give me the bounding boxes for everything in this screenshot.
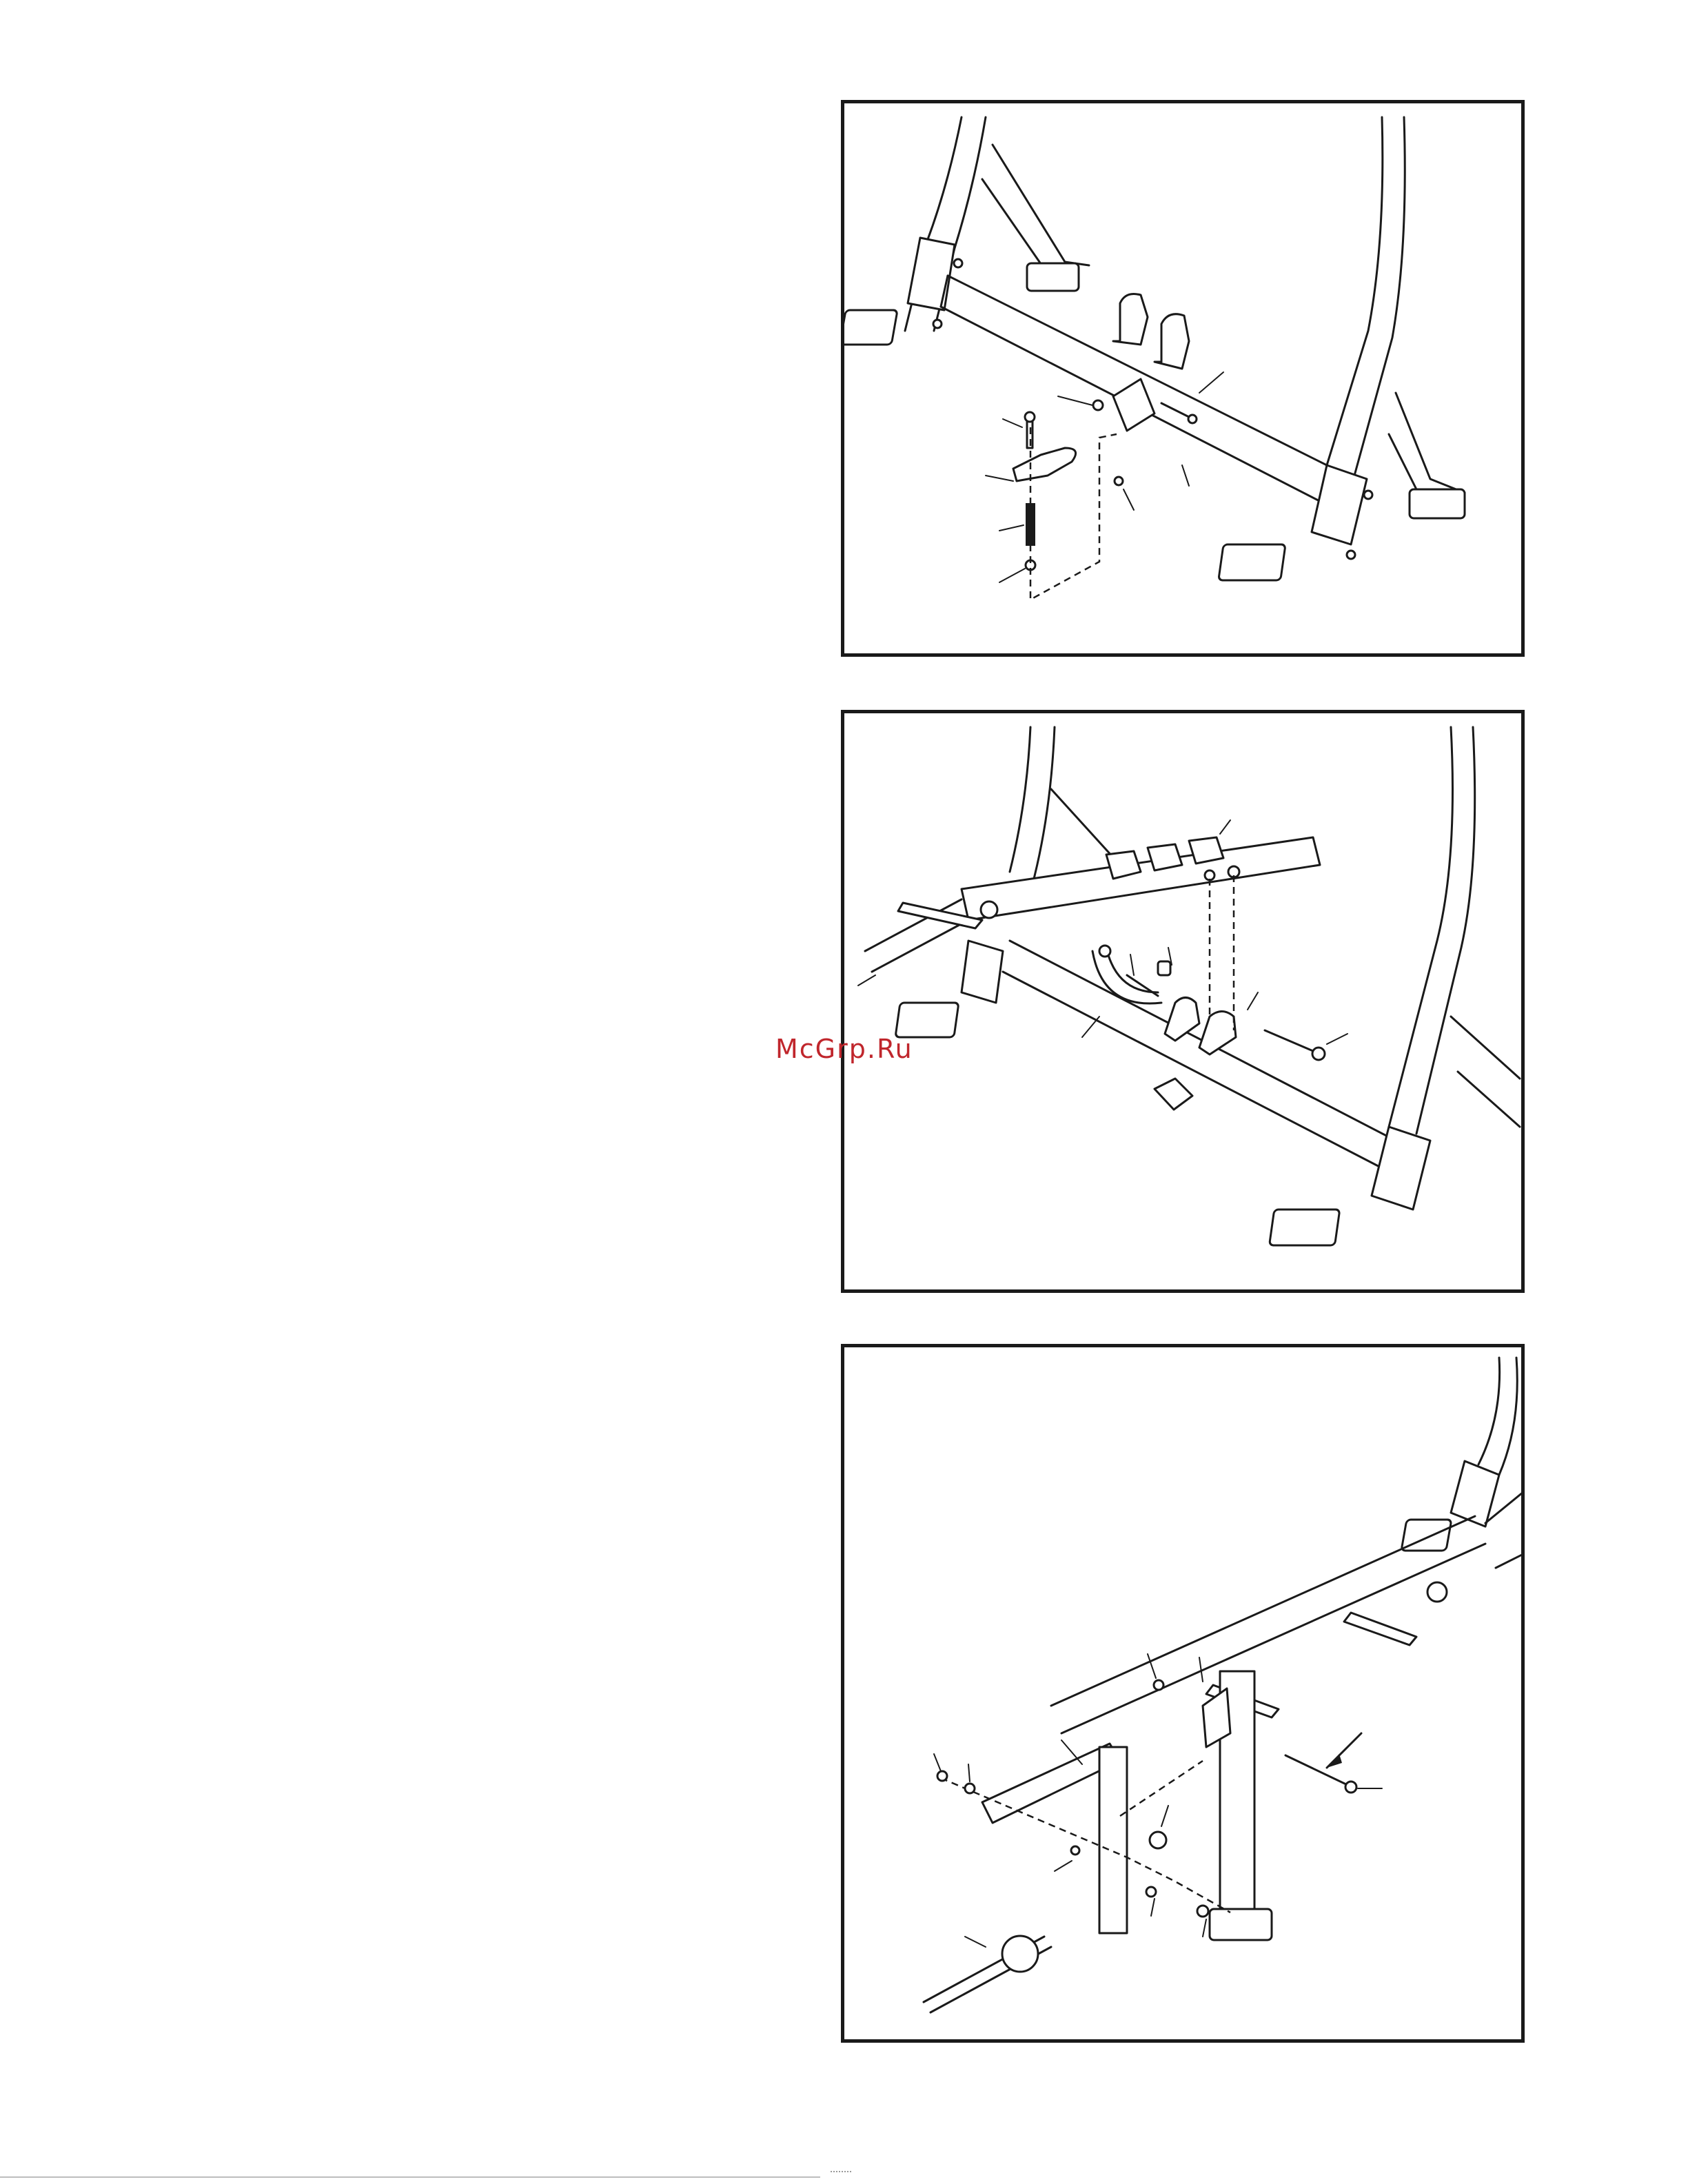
assembly-diagram-panel-1 (841, 100, 1525, 657)
footer-mark (831, 2171, 851, 2175)
right-sleeve (1372, 1127, 1430, 1210)
assembly-diagram-panel-3 (841, 1344, 1525, 2043)
left-sleeve (908, 238, 955, 310)
weight-collar (1002, 1936, 1038, 1972)
nut-lower (1115, 477, 1123, 485)
right-foot (1270, 1210, 1340, 1245)
footer-rule (0, 2176, 820, 2178)
right-rear-foot (1410, 489, 1465, 518)
pivot-bracket-left (1165, 998, 1199, 1041)
end-cap (1427, 1582, 1447, 1602)
bracket-plate-right (1155, 314, 1189, 369)
bracket-plate-left (1113, 294, 1148, 345)
left-front-foot (844, 310, 897, 345)
frame-illustration-2 (844, 713, 1521, 1289)
left-rear-foot (1027, 263, 1079, 291)
pivot-bracket-right (1199, 1012, 1236, 1055)
bolt-head (1025, 412, 1035, 422)
frame-illustration-1 (844, 103, 1521, 653)
lower-bracket (1113, 379, 1155, 431)
latch-plate (1013, 448, 1076, 481)
right-front-foot (1219, 544, 1285, 580)
cross-plate (1344, 1613, 1416, 1645)
left-sleeve (962, 941, 1003, 1003)
assembly-diagram-panel-2 (841, 710, 1525, 1293)
frame-illustration-3 (844, 1347, 1521, 2039)
left-foot (895, 1003, 959, 1037)
nut-upper (1093, 400, 1103, 410)
watermark-text: McGrp.Ru (775, 1034, 913, 1064)
short-arm-post (1099, 1747, 1127, 1933)
right-sleeve (1312, 465, 1367, 544)
post-foot (1210, 1909, 1272, 1940)
